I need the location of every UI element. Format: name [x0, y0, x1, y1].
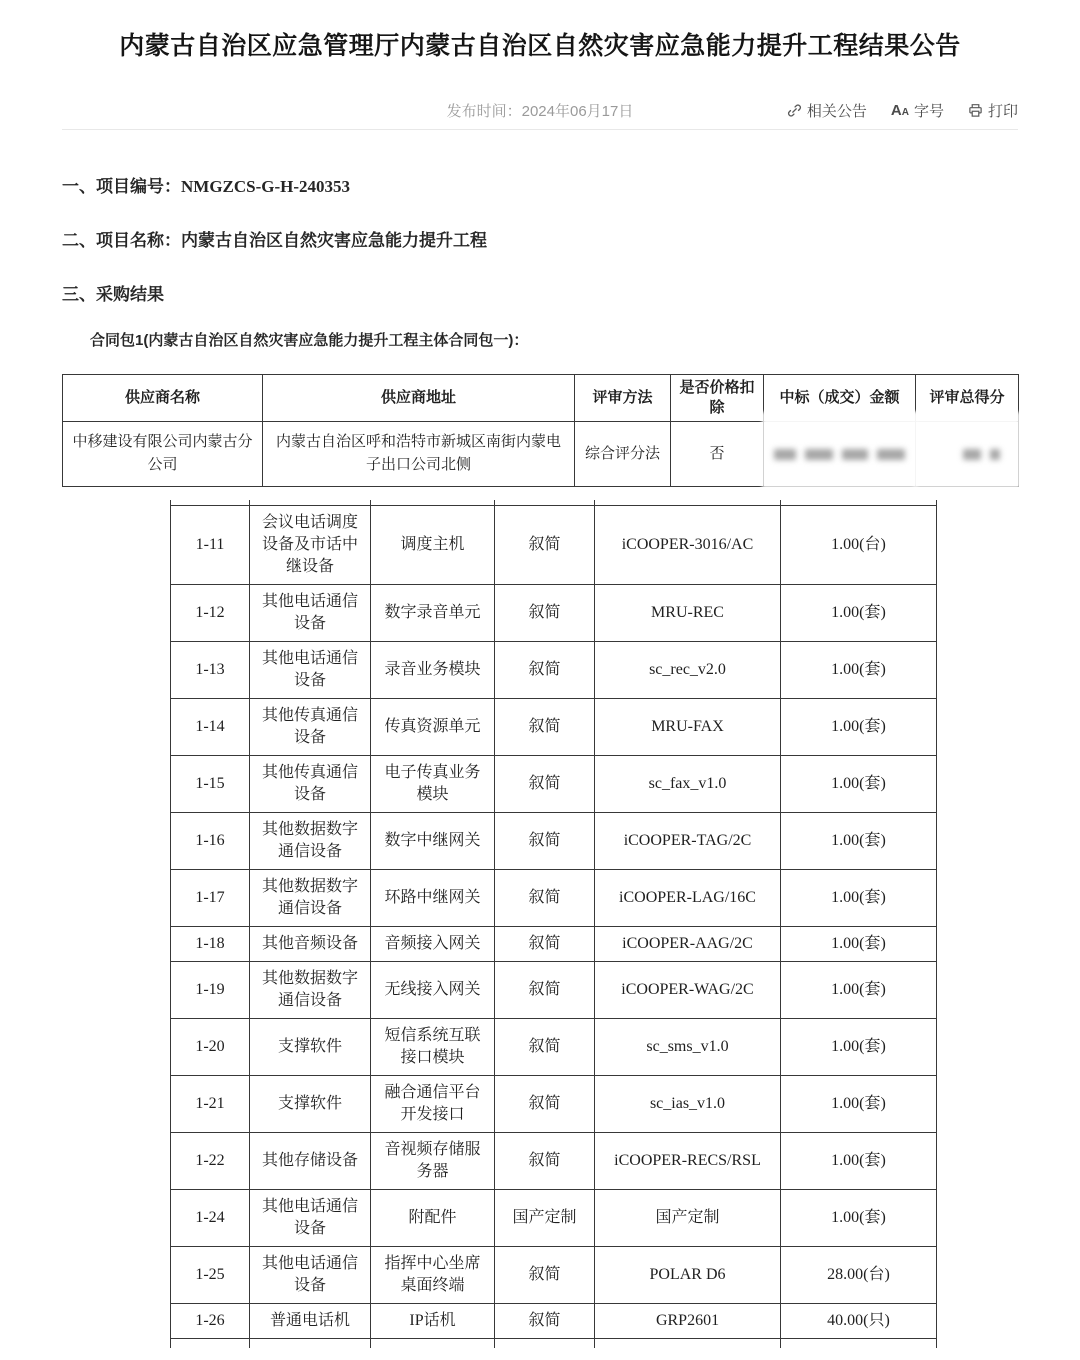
item-number-cell: 1-17 [170, 870, 250, 927]
meta-actions [787, 92, 1018, 129]
item-category-cell: 其他数据数字通信设备 [250, 813, 371, 870]
item-category-cell: 支撑软件 [250, 1019, 371, 1076]
item-category-cell: 其他存储设备 [250, 1133, 371, 1190]
item-category-cell: 其他数据数字通信设备 [250, 962, 371, 1019]
item-category-cell: 其他传真通信设备 [250, 699, 371, 756]
review-method-cell: 综合评分法 [575, 422, 671, 487]
page-title: 内蒙古自治区应急管理厅内蒙古自治区自然灾害应急能力提升工程结果公告 [119, 32, 961, 60]
supplier-table-row [62, 422, 1019, 487]
supplier-table [62, 374, 1019, 487]
item-category-cell: 其他电话通信设备 [250, 1247, 371, 1304]
item-brand-cell: 叙简 [495, 1247, 595, 1304]
item-brand-cell: 国产定制 [495, 1190, 595, 1247]
section-procurement-result [62, 284, 1018, 305]
column-header-review-method: 评审方法 [575, 374, 671, 422]
item-model-cell: POLAR D6 [595, 1247, 781, 1304]
table-row [170, 870, 937, 927]
items-table [170, 500, 937, 1348]
item-name-cell: 无线接入网关 [371, 962, 495, 1019]
item-quantity-cell: 1.00(套) [781, 1190, 937, 1247]
item-model-cell: iCOOPER-TAG/2C [595, 813, 781, 870]
table-row [170, 756, 937, 813]
item-name-cell: IP话机 [371, 1304, 495, 1339]
item-model-cell: sc_sms_v1.0 [595, 1019, 781, 1076]
item-brand-cell: 叙简 [495, 505, 595, 585]
item-category-cell: 其他电话通信设备 [250, 585, 371, 642]
font-size-label: 字号 [913, 103, 944, 120]
publish-time-label: 发布时间： [446, 103, 522, 120]
redacted-amount [774, 449, 905, 460]
item-brand-cell: 叙简 [495, 870, 595, 927]
item-name-cell: 录音业务模块 [371, 642, 495, 699]
publish-time [447, 100, 634, 121]
table-row [170, 1133, 937, 1190]
item-model-cell: sc_rec_v2.0 [595, 642, 781, 699]
meta-bar [62, 92, 1018, 130]
print-button[interactable] [968, 100, 1018, 121]
item-name-cell: 数字录音单元 [371, 585, 495, 642]
item-model-cell: sc_fax_v1.0 [595, 756, 781, 813]
item-category-cell: 其他传真通信设备 [250, 756, 371, 813]
item-number-cell: 1-19 [170, 962, 250, 1019]
table-row [170, 585, 937, 642]
contract-package-title: 合同包1(内蒙古自治区自然灾害应急能力提升工程主体合同包一)： [90, 332, 529, 349]
item-brand-cell: 叙简 [495, 585, 595, 642]
item-brand-cell: 叙简 [495, 962, 595, 1019]
font-size-button[interactable] [891, 100, 944, 121]
column-header-review-score: 评审总得分 [916, 374, 1019, 422]
item-quantity-cell: 1.00(套) [781, 756, 937, 813]
project-name-label: 二、项目名称： [62, 231, 181, 250]
item-model-cell: 国产定制 [595, 1190, 781, 1247]
project-code-value: NMGZCS-G-H-240353 [181, 177, 351, 196]
print-label: 打印 [987, 103, 1018, 120]
item-model-cell: iCOOPER-WAG/2C [595, 962, 781, 1019]
project-name-value: 内蒙古自治区自然灾害应急能力提升工程 [181, 231, 487, 250]
item-quantity-cell: 1.00(台) [781, 505, 937, 585]
item-quantity-cell: 1.00(套) [781, 585, 937, 642]
column-header-price-deduction: 是否价格扣除 [671, 374, 764, 422]
item-number-cell: 1-22 [170, 1133, 250, 1190]
item-quantity-cell: 1.00(套) [781, 1133, 937, 1190]
table-row [170, 813, 937, 870]
item-quantity-cell: 40.00(只) [781, 1304, 937, 1339]
item-brand-cell: 叙简 [495, 1133, 595, 1190]
item-name-cell: 附配件 [371, 1190, 495, 1247]
table-row [170, 1076, 937, 1133]
item-model-cell: iCOOPER-LAG/16C [595, 870, 781, 927]
item-model-cell: MRU-FAX [595, 699, 781, 756]
item-category-cell: 其他音频设备 [250, 927, 371, 962]
item-category-cell: 其他电话通信设备 [250, 642, 371, 699]
item-quantity-cell: 1.00(套) [781, 642, 937, 699]
table-row [170, 505, 937, 585]
item-name-cell: 融合通信平台开发接口 [371, 1076, 495, 1133]
table-row [170, 642, 937, 699]
item-number-cell: 1-13 [170, 642, 250, 699]
printer-icon [968, 103, 983, 118]
item-brand-cell: 叙简 [495, 756, 595, 813]
item-brand-cell: 叙简 [495, 813, 595, 870]
item-category-cell: 普通电话机 [250, 1304, 371, 1339]
item-brand-cell: 叙简 [495, 1304, 595, 1339]
item-brand-cell: 叙简 [495, 699, 595, 756]
item-number-cell: 1-12 [170, 585, 250, 642]
table-row [170, 699, 937, 756]
item-model-cell: iCOOPER-3016/AC [595, 505, 781, 585]
item-model-cell: sc_ias_v1.0 [595, 1076, 781, 1133]
supplier-name-cell: 中移建设有限公司内蒙古分公司 [62, 422, 263, 487]
column-header-supplier-address: 供应商地址 [263, 374, 575, 422]
item-number-cell: 1-18 [170, 927, 250, 962]
item-quantity-cell: 1.00(套) [781, 699, 937, 756]
item-quantity-cell: 1.00(套) [781, 1076, 937, 1133]
table-row [170, 927, 937, 962]
item-quantity-cell: 1.00(套) [781, 927, 937, 962]
section-project-name [62, 230, 1018, 251]
table-row [170, 1019, 937, 1076]
item-name-cell: 音频接入网关 [371, 927, 495, 962]
item-name-cell: 电子传真业务模块 [371, 756, 495, 813]
review-score-cell [916, 422, 1019, 487]
item-quantity-cell: 1.00(套) [781, 962, 937, 1019]
item-model-cell: iCOOPER-AAG/2C [595, 927, 781, 962]
items-table-body [170, 505, 937, 1339]
supplier-address-cell: 内蒙古自治区呼和浩特市新城区南街内蒙电子出口公司北侧 [263, 422, 575, 487]
item-quantity-cell: 1.00(套) [781, 1019, 937, 1076]
item-model-cell: GRP2601 [595, 1304, 781, 1339]
award-amount-cell [764, 422, 916, 487]
item-quantity-cell: 1.00(套) [781, 813, 937, 870]
item-quantity-cell: 1.00(套) [781, 870, 937, 927]
item-name-cell: 指挥中心坐席桌面终端 [371, 1247, 495, 1304]
item-number-cell: 1-24 [170, 1190, 250, 1247]
column-header-supplier-name: 供应商名称 [62, 374, 263, 422]
item-number-cell: 1-25 [170, 1247, 250, 1304]
related-announcements-label: 相关公告 [806, 103, 867, 120]
table-row [170, 962, 937, 1019]
item-brand-cell: 叙简 [495, 1076, 595, 1133]
column-header-award-amount: 中标（成交）金额 [764, 374, 916, 422]
item-name-cell: 传真资源单元 [371, 699, 495, 756]
item-model-cell: MRU-REC [595, 585, 781, 642]
item-category-cell: 其他电话通信设备 [250, 1190, 371, 1247]
item-name-cell: 调度主机 [371, 505, 495, 585]
item-name-cell: 环路中继网关 [371, 870, 495, 927]
item-category-cell: 其他数据数字通信设备 [250, 870, 371, 927]
font-size-icon: AA [890, 102, 909, 119]
item-number-cell: 1-11 [170, 505, 250, 585]
items-table-cut-bottom [170, 1339, 937, 1348]
table-row [170, 1247, 937, 1304]
item-name-cell: 短信系统互联接口模块 [371, 1019, 495, 1076]
link-icon [787, 103, 802, 118]
item-number-cell: 1-21 [170, 1076, 250, 1133]
item-brand-cell: 叙简 [495, 927, 595, 962]
procurement-result-label: 三、采购结果 [62, 285, 164, 304]
price-deduction-cell: 否 [671, 422, 764, 487]
item-number-cell: 1-20 [170, 1019, 250, 1076]
item-number-cell: 1-15 [170, 756, 250, 813]
table-row [170, 1190, 937, 1247]
section-project-code [62, 176, 1018, 197]
redacted-score [963, 449, 1000, 460]
item-category-cell: 会议电话调度设备及市话中继设备 [250, 505, 371, 585]
item-name-cell: 数字中继网关 [371, 813, 495, 870]
item-number-cell: 1-16 [170, 813, 250, 870]
item-quantity-cell: 28.00(台) [781, 1247, 937, 1304]
item-number-cell: 1-14 [170, 699, 250, 756]
document-body [62, 176, 1018, 1348]
project-code-label: 一、项目编号： [62, 177, 181, 196]
item-number-cell: 1-26 [170, 1304, 250, 1339]
related-announcements-link[interactable] [787, 100, 867, 121]
item-brand-cell: 叙简 [495, 642, 595, 699]
item-name-cell: 音视频存储服务器 [371, 1133, 495, 1190]
publish-time-value: 2024年06月17日 [521, 103, 634, 120]
item-brand-cell: 叙简 [495, 1019, 595, 1076]
item-model-cell: iCOOPER-RECS/RSL [595, 1133, 781, 1190]
item-category-cell: 支撑软件 [250, 1076, 371, 1133]
